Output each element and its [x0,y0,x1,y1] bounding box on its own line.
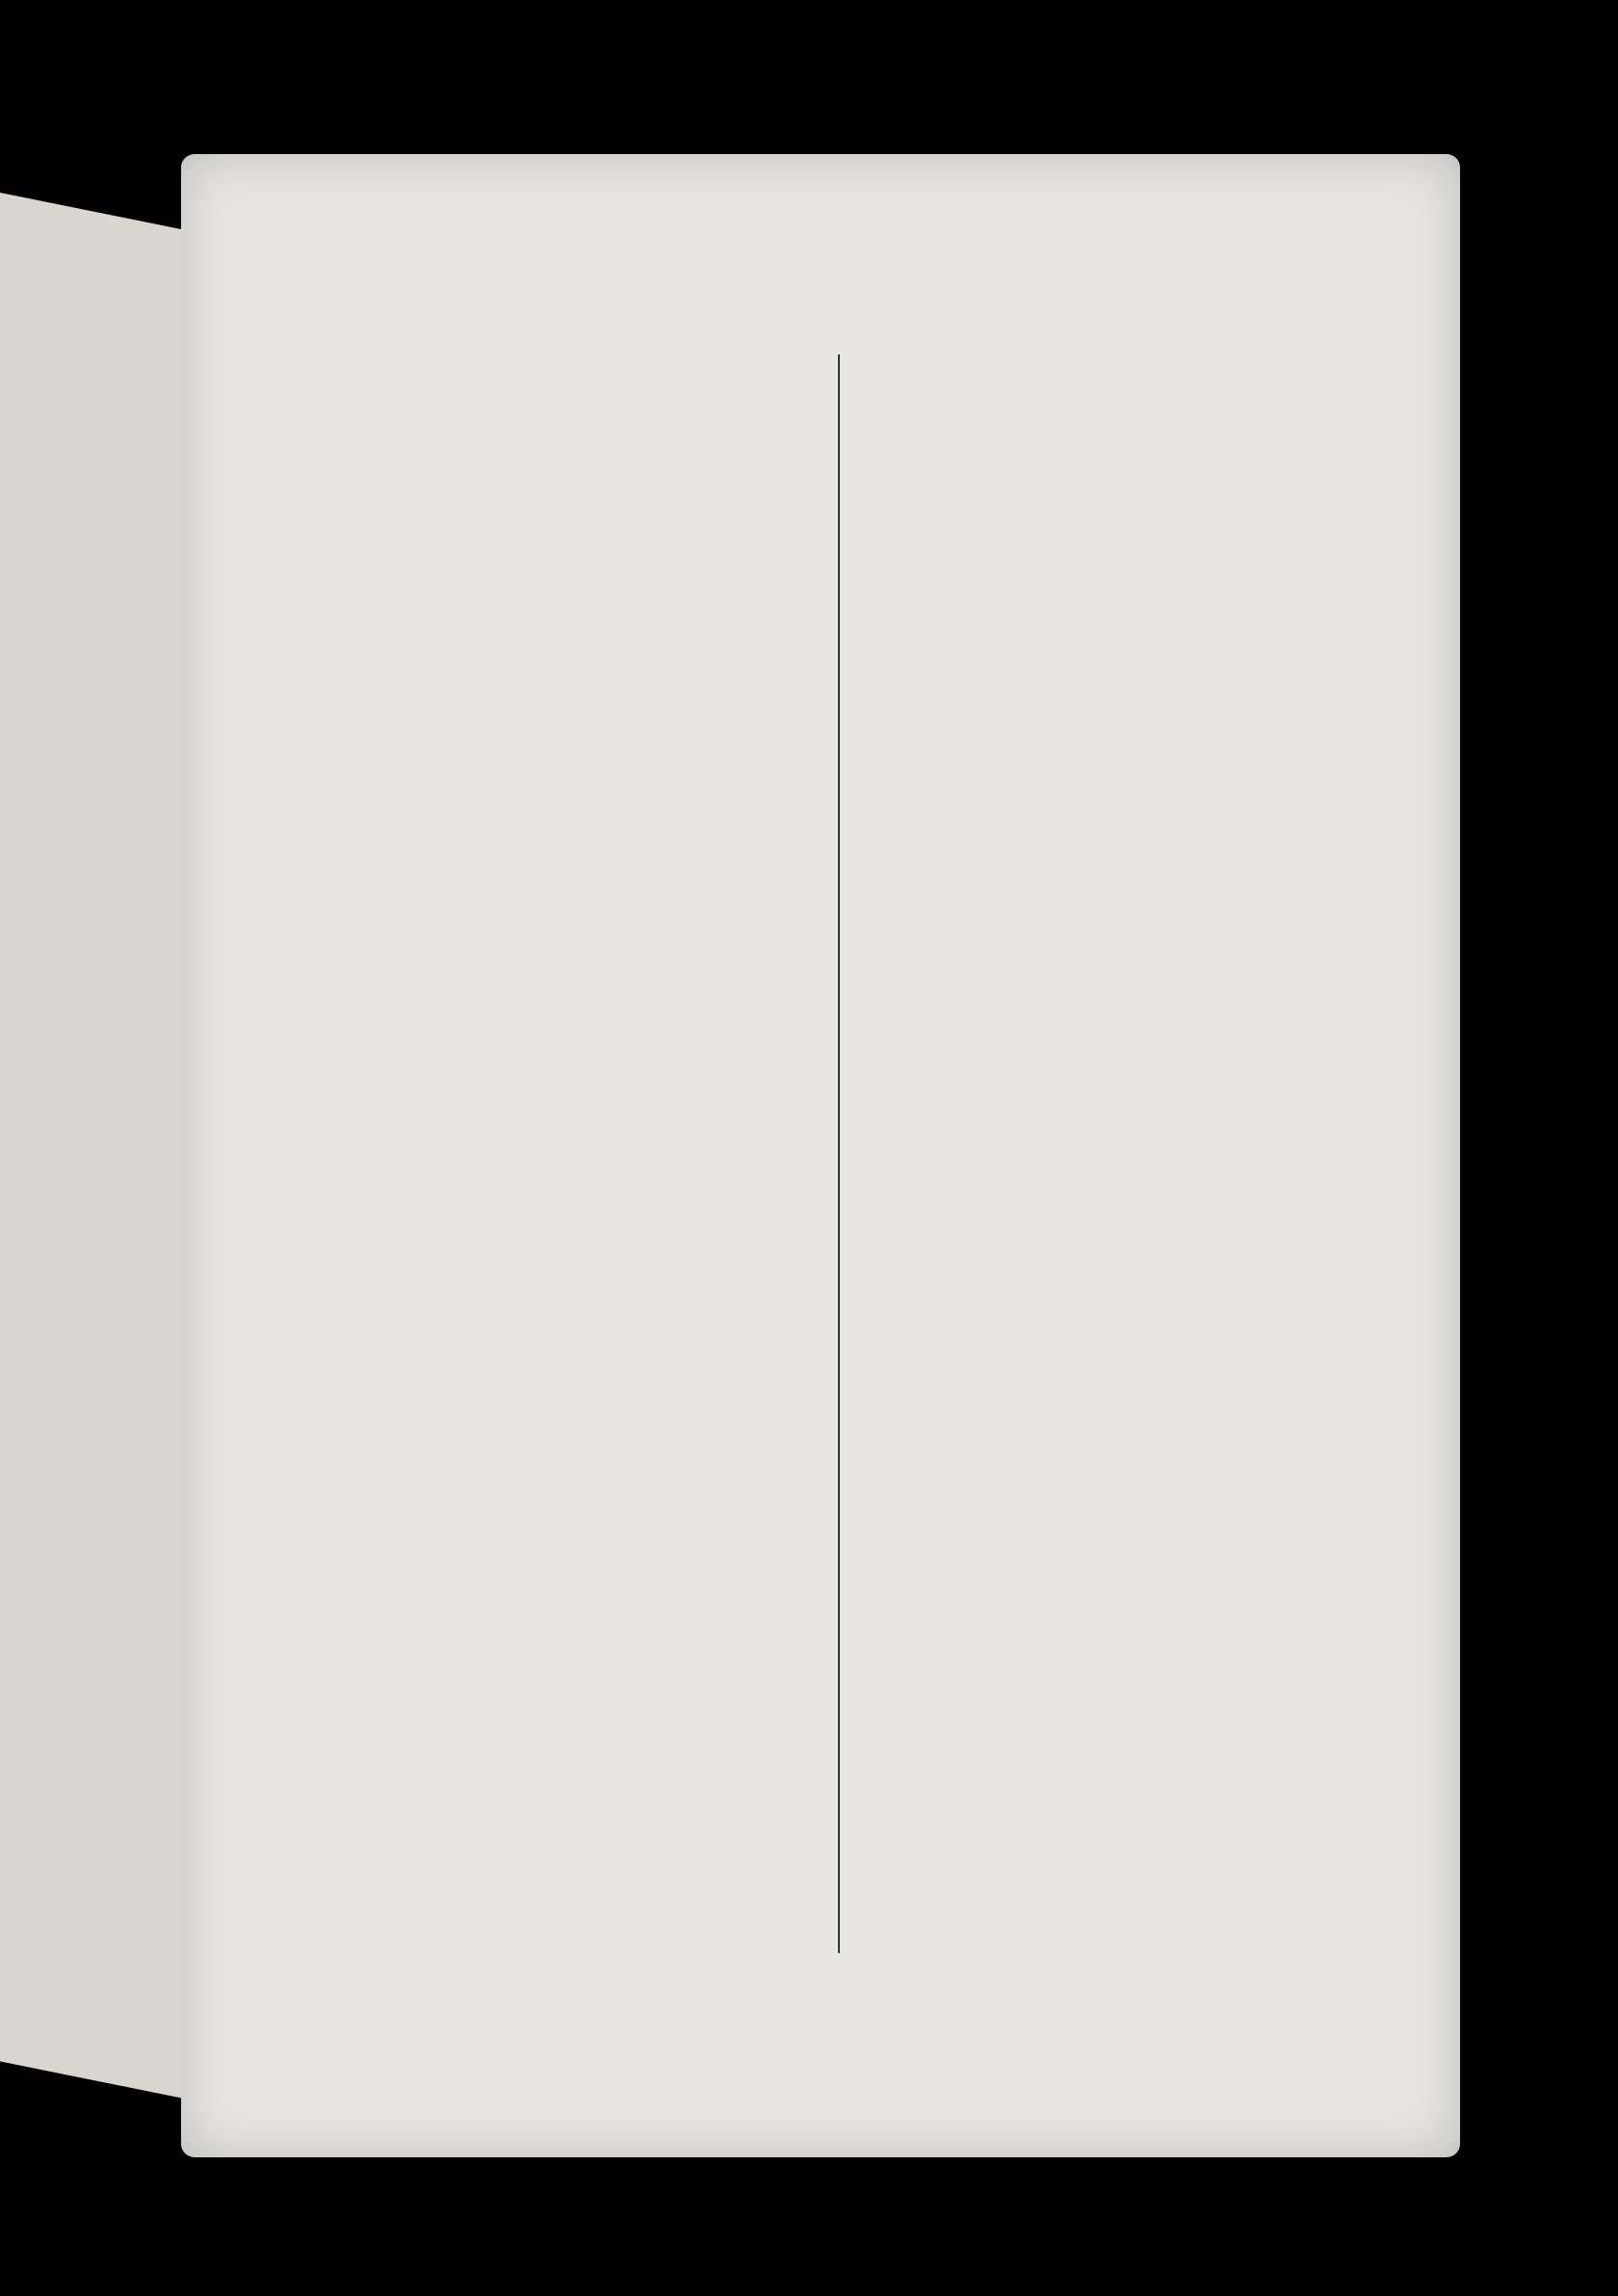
document-page [181,154,1460,2157]
column-divider [838,354,840,1953]
adjacent-page-strip [0,193,189,2100]
